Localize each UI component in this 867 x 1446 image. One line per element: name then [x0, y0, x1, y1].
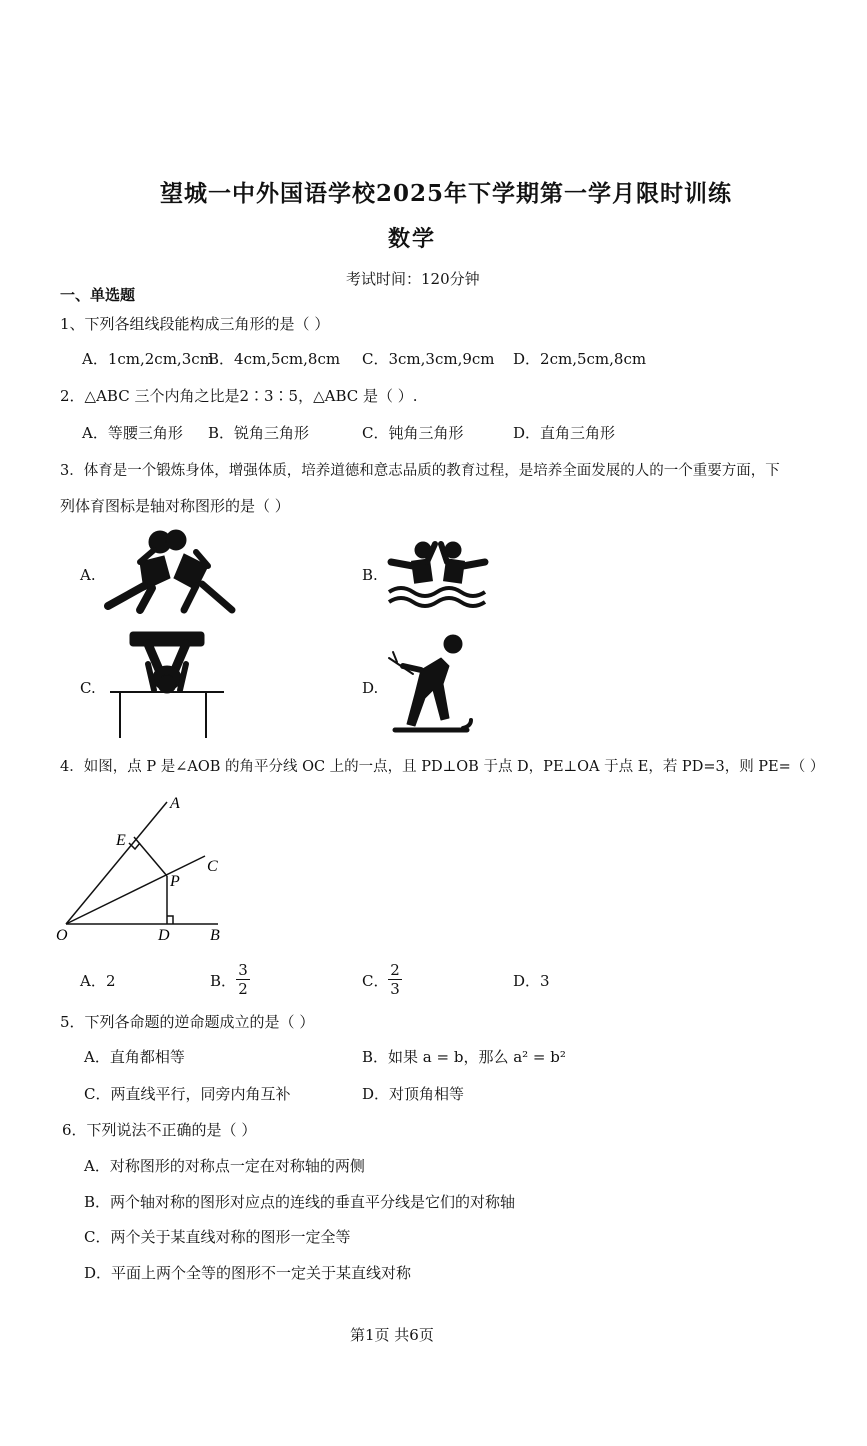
label-c: C	[207, 858, 218, 875]
exam-time: 考试时间：120分钟	[346, 270, 480, 288]
question-4-stem: 4．如图，点 P 是∠AOB 的角平分线 OC 上的一点，且 PD⊥OB 于点 D，PE⊥OA 于点 E，若 PD=3，则 PE=（ ）	[60, 759, 825, 775]
question-5-option-a: A．直角都相等	[84, 1048, 185, 1066]
question-4-option-a-value: 2	[106, 972, 116, 990]
question-3-stem-line2: 列体育图标是轴对称图形的是（ ）	[60, 497, 290, 515]
question-1-option-d: D．2cm,5cm,8cm	[513, 350, 647, 368]
label-d: D	[158, 927, 170, 944]
question-6-option-c: C．两个关于某直线对称的图形一定全等	[84, 1228, 351, 1246]
label-a: A	[170, 795, 180, 812]
skiing-icon	[385, 632, 475, 736]
subject-title: 数学	[388, 226, 437, 252]
synchronized-swimming-icon	[385, 538, 490, 610]
right-angle-mark-d	[167, 916, 173, 924]
balance-beam-handstand-icon	[108, 628, 226, 738]
question-1-option-c: C．3cm,3cm,9cm	[362, 350, 495, 368]
question-6-option-a: A．对称图形的对称点一定在对称轴的两侧	[84, 1157, 365, 1175]
question-2-option-b: B．锐角三角形	[208, 424, 310, 442]
question-2-option-a: A．等腰三角形	[82, 424, 183, 442]
question-2-option-d: D．直角三角形	[513, 424, 616, 442]
question-4-option-d-label: D．	[513, 972, 541, 990]
page-footer: 第1页 共6页	[350, 1326, 434, 1344]
question-4-option-c-label: C．	[362, 972, 389, 990]
fraction-numerator: 2	[390, 961, 400, 979]
fraction-denominator: 3	[390, 980, 400, 998]
exam-title: 望城一中外国语学校2025年下学期第一学月限时训练	[160, 180, 733, 207]
section-heading: 一、单选题	[60, 286, 136, 304]
question-5-option-c: C．两直线平行，同旁内角互补	[84, 1085, 291, 1103]
question-5-option-b: B．如果 a = b，那么 a² = b²	[362, 1048, 566, 1066]
question-5-option-d: D．对顶角相等	[362, 1085, 465, 1103]
question-3-option-a: A.	[80, 566, 96, 584]
ray-oc	[66, 856, 205, 924]
question-3-option-b: B.	[362, 566, 378, 584]
question-3-stem-line1: 3．体育是一个锻炼身体，增强体质，培养道德和意志品质的教育过程，是培养全面发展的人的一个重要方面，下	[60, 463, 780, 479]
question-4-option-c-fraction	[388, 962, 402, 997]
angle-bisector-figure	[52, 790, 232, 950]
question-6-option-d: D．平面上两个全等的图形不一定关于某直线对称	[84, 1264, 412, 1282]
question-5-stem: 5．下列各命题的逆命题成立的是（ ）	[60, 1013, 315, 1031]
fraction-denominator: 2	[238, 980, 248, 998]
label-p: P	[170, 873, 180, 890]
ray-oa	[66, 802, 167, 924]
segment-pe	[134, 837, 167, 876]
label-o: O	[56, 927, 68, 944]
question-2-option-c: C．钝角三角形	[362, 424, 464, 442]
question-3-option-c: C.	[80, 679, 96, 697]
fraction-numerator: 3	[238, 961, 248, 979]
label-e: E	[116, 832, 126, 849]
wrestling-icon	[100, 528, 240, 614]
question-4-option-a-label: A．	[80, 972, 106, 990]
question-1-option-b: B．4cm,5cm,8cm	[208, 350, 341, 368]
label-b: B	[210, 927, 220, 944]
question-4-option-b-label: B．	[210, 972, 237, 990]
question-4-option-d-value: 3	[540, 972, 550, 990]
question-1-stem: 1、下列各组线段能构成三角形的是（ ）	[60, 315, 330, 333]
question-4-option-b-fraction	[236, 962, 250, 997]
question-2-stem: 2．△ABC 三个内角之比是2∶3∶5，△ABC 是（ ）.	[60, 387, 418, 405]
question-1-option-a: A．1cm,2cm,3cm	[82, 350, 214, 368]
question-6-option-b: B．两个轴对称的图形对应点的连线的垂直平分线是它们的对称轴	[84, 1193, 516, 1211]
question-3-option-d: D.	[362, 679, 379, 697]
question-6-stem: 6．下列说法不正确的是（ ）	[62, 1121, 257, 1139]
